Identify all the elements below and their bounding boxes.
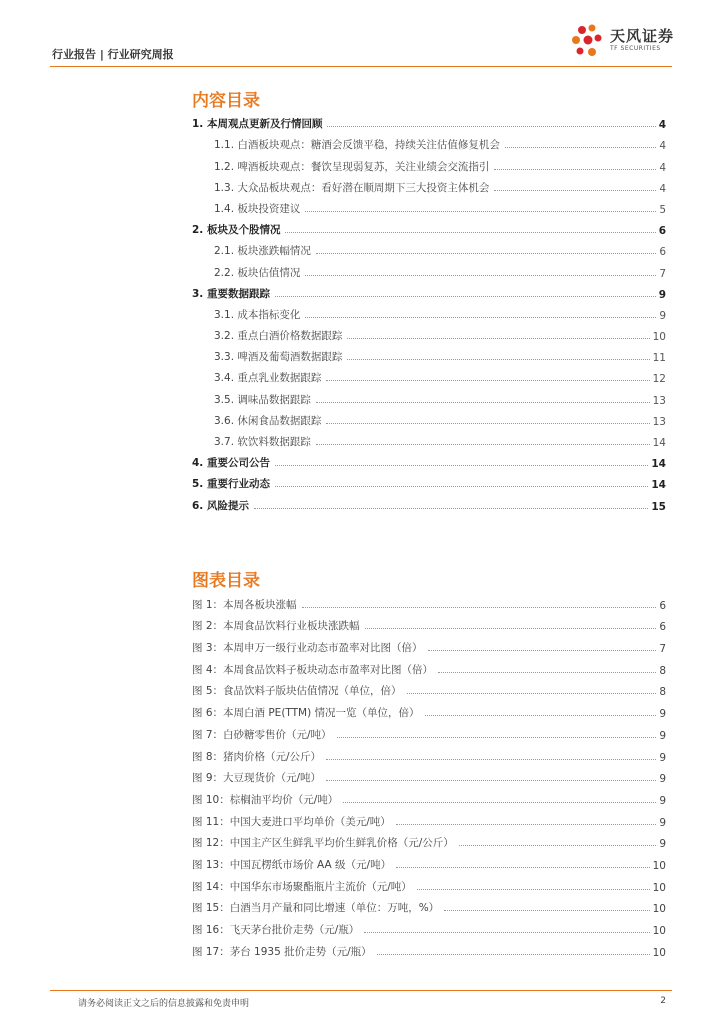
figure-entry[interactable] — [192, 633, 666, 655]
header-label: 行业报告 | 行业研究周报 — [52, 48, 174, 61]
entry-page: 8 — [659, 686, 666, 699]
dot-leader — [364, 932, 649, 933]
dot-leader — [396, 867, 650, 868]
entry-label: 2. 板块及个股情况 — [192, 224, 281, 237]
contents-title: 内容目录 — [192, 91, 260, 111]
figure-entry[interactable] — [192, 850, 666, 872]
dot-leader — [326, 759, 656, 760]
dot-leader — [417, 889, 650, 890]
dot-leader — [365, 628, 657, 629]
dot-leader — [275, 465, 648, 466]
dot-leader — [305, 317, 656, 318]
entry-page: 12 — [652, 373, 666, 386]
figure-entry[interactable] — [192, 872, 666, 894]
entry-page: 9 — [659, 816, 666, 829]
entry-label: 1.2. 啤酒板块观点：餐饮呈现弱复苏，关注业绩会交流指引 — [214, 160, 490, 173]
toc-entry[interactable] — [192, 407, 666, 428]
entry-label: 图 12：中国主产区生鲜乳平均价生鲜乳价格（元/公斤） — [192, 837, 454, 850]
entry-page: 10 — [652, 903, 666, 916]
toc-entry[interactable] — [192, 491, 666, 512]
entry-page: 9 — [659, 708, 666, 721]
entry-page: 4 — [659, 182, 666, 195]
entry-label: 图 5：食品饮料子版块估值情况（单位，倍） — [192, 685, 402, 698]
figure-entry[interactable] — [192, 894, 666, 916]
toc-entry[interactable] — [192, 195, 666, 216]
dot-leader — [505, 147, 656, 148]
entry-label: 4. 重要公司公告 — [192, 457, 270, 470]
tf-securities-logo-icon — [568, 22, 608, 62]
entry-label: 图 9：大豆现货价（元/吨） — [192, 772, 322, 785]
entry-page: 14 — [651, 479, 666, 492]
footer-divider — [50, 990, 672, 991]
figure-entry[interactable] — [192, 698, 666, 720]
entry-page: 10 — [652, 946, 666, 959]
entry-page: 11 — [652, 352, 666, 365]
entry-label: 3.4. 重点乳业数据跟踪 — [214, 372, 322, 385]
entry-page: 10 — [652, 859, 666, 872]
dot-leader — [407, 693, 657, 694]
toc-entry[interactable] — [192, 131, 666, 152]
entry-label: 图 11：中国大麦进口平均单价（美元/吨） — [192, 815, 391, 828]
toc-entry[interactable] — [192, 152, 666, 173]
dot-leader — [305, 275, 656, 276]
dot-leader — [327, 126, 655, 127]
entry-page: 9 — [659, 794, 666, 807]
entry-page: 10 — [652, 331, 666, 344]
entry-page: 5 — [659, 203, 666, 216]
toc-entry[interactable] — [192, 385, 666, 406]
dot-leader — [285, 232, 655, 233]
dot-leader — [316, 402, 650, 403]
toc-entry[interactable] — [192, 322, 666, 343]
dot-leader — [396, 824, 657, 825]
entry-page: 6 — [659, 599, 666, 612]
entry-page: 4 — [659, 161, 666, 174]
entry-label: 6. 风险提示 — [192, 499, 249, 512]
entry-label: 图 4：本周食品饮料子板块动态市盈率对比图（倍） — [192, 663, 434, 676]
figure-entry[interactable] — [192, 612, 666, 634]
entry-label: 图 10：棕榈油平均价（元/吨） — [192, 793, 339, 806]
entry-label: 3.6. 休闲食品数据跟踪 — [214, 414, 322, 427]
dot-leader — [377, 954, 650, 955]
entry-label: 3.5. 调味品数据跟踪 — [214, 393, 311, 406]
entry-page: 6 — [659, 621, 666, 634]
entry-page: 14 — [651, 458, 666, 471]
page-number: 2 — [660, 996, 666, 1006]
figure-entry[interactable] — [192, 785, 666, 807]
dot-leader — [326, 380, 649, 381]
dot-leader — [316, 444, 650, 445]
figure-entry[interactable] — [192, 720, 666, 742]
figure-entry[interactable] — [192, 742, 666, 764]
entry-page: 7 — [659, 267, 666, 280]
entry-page: 13 — [652, 415, 666, 428]
entry-page: 15 — [651, 500, 666, 513]
entry-page: 13 — [652, 394, 666, 407]
dot-leader — [494, 190, 656, 191]
entry-label: 3.7. 软饮料数据跟踪 — [214, 436, 311, 448]
entry-page: 9 — [659, 309, 666, 322]
dot-leader — [275, 486, 648, 487]
entry-label: 图 3：本周申万一级行业动态市盈率对比图（倍） — [192, 642, 423, 655]
entry-label: 图 1：本周各板块涨幅 — [192, 598, 297, 611]
toc-entry[interactable] — [192, 343, 666, 364]
dot-leader — [425, 715, 657, 716]
entry-page: 9 — [659, 751, 666, 764]
entry-label: 图 7：白砂糖零售价（元/吨） — [192, 728, 332, 741]
entry-label: 1.1. 白酒板块观点：糖酒会反馈平稳，持续关注估值修复机会 — [214, 139, 500, 152]
entry-label: 图 6：本周白酒 PE(TTM) 情况一览（单位，倍） — [192, 707, 420, 720]
entry-page: 9 — [658, 288, 666, 301]
entry-page: 10 — [652, 925, 666, 937]
entry-label: 图 15：白酒当月产量和同比增速（单位：万吨，%） — [192, 902, 440, 915]
figure-entry[interactable] — [192, 764, 666, 786]
entry-page: 7 — [659, 643, 666, 656]
entry-label: 1.3. 大众品板块观点：看好潜在顺周期下三大投资主体机会 — [214, 181, 490, 194]
figure-entry[interactable] — [192, 677, 666, 699]
dot-leader — [254, 508, 648, 509]
toc-entry[interactable] — [192, 428, 666, 449]
entry-label: 3.1. 成本指标变化 — [214, 308, 301, 321]
toc-entry[interactable] — [192, 301, 666, 322]
brand-subtitle: TF SECURITIES — [610, 45, 661, 52]
entry-label: 5. 重要行业动态 — [192, 478, 270, 491]
contents-list — [192, 110, 666, 513]
entry-label: 图 14：中国华东市场聚酯瓶片主流价（元/吨） — [192, 880, 412, 893]
dot-leader — [326, 423, 649, 424]
toc-entry[interactable] — [192, 216, 666, 237]
dot-leader — [428, 650, 657, 651]
toc-entry[interactable] — [192, 470, 666, 491]
entry-label: 1. 本周观点更新及行情回顾 — [192, 118, 323, 131]
entry-page: 14 — [652, 437, 666, 449]
entry-page: 9 — [659, 838, 666, 851]
entry-page: 10 — [652, 881, 666, 894]
figure-entry[interactable] — [192, 807, 666, 829]
figure-entry[interactable] — [192, 937, 666, 959]
entry-page: 9 — [659, 773, 666, 786]
figures-list — [192, 590, 666, 959]
dot-leader — [302, 607, 657, 608]
dot-leader — [343, 802, 656, 803]
entry-label: 图 16：飞天茅台批价走势（元/瓶） — [192, 924, 360, 936]
toc-entry[interactable] — [192, 174, 666, 195]
entry-label: 3. 重要数据跟踪 — [192, 287, 270, 300]
dot-leader — [444, 910, 649, 911]
figure-entry[interactable] — [192, 829, 666, 851]
toc-entry[interactable] — [192, 280, 666, 301]
entry-page: 4 — [659, 140, 666, 153]
dot-leader — [438, 672, 656, 673]
entry-label: 1.4. 板块投资建议 — [214, 202, 301, 215]
toc-entry[interactable] — [192, 449, 666, 470]
entry-page: 6 — [659, 246, 666, 259]
dot-leader — [316, 253, 656, 254]
toc-entry[interactable] — [192, 364, 666, 385]
dot-leader — [347, 359, 649, 360]
brand-name: 天风证券 — [610, 27, 675, 45]
entry-page: 9 — [659, 729, 666, 742]
entry-page: 4 — [658, 119, 666, 132]
entry-label: 3.2. 重点白酒价格数据跟踪 — [214, 330, 343, 343]
toc-entry[interactable] — [192, 237, 666, 258]
entry-label: 3.3. 啤酒及葡萄酒数据跟踪 — [214, 351, 343, 364]
entry-label: 图 13：中国瓦楞纸市场价 AA 级（元/吨） — [192, 858, 392, 871]
figures-title: 图表目录 — [192, 571, 260, 591]
dot-leader — [337, 737, 657, 738]
entry-label: 图 17：茅台 1935 批价走势（元/瓶） — [192, 945, 372, 958]
dot-leader — [494, 169, 656, 170]
dot-leader — [459, 845, 657, 846]
entry-label: 图 2：本周食品饮料行业板块涨跌幅 — [192, 620, 360, 633]
toc-entry[interactable] — [192, 258, 666, 279]
figure-entry[interactable] — [192, 915, 666, 937]
dot-leader — [275, 296, 656, 297]
dot-leader — [347, 338, 649, 339]
dot-leader — [326, 780, 656, 781]
entry-label: 2.1. 板块涨跌幅情况 — [214, 245, 311, 258]
entry-page: 8 — [659, 664, 666, 677]
entry-page: 6 — [658, 225, 666, 238]
entry-label: 2.2. 板块估值情况 — [214, 266, 301, 279]
entry-label: 图 8：猪肉价格（元/公斤） — [192, 750, 322, 763]
figure-entry[interactable] — [192, 590, 666, 612]
header-divider — [50, 66, 672, 67]
dot-leader — [305, 211, 656, 212]
figure-entry[interactable] — [192, 655, 666, 677]
toc-entry[interactable] — [192, 110, 666, 131]
footer-disclaimer: 请务必阅读正文之后的信息披露和免责申明 — [78, 999, 250, 1009]
